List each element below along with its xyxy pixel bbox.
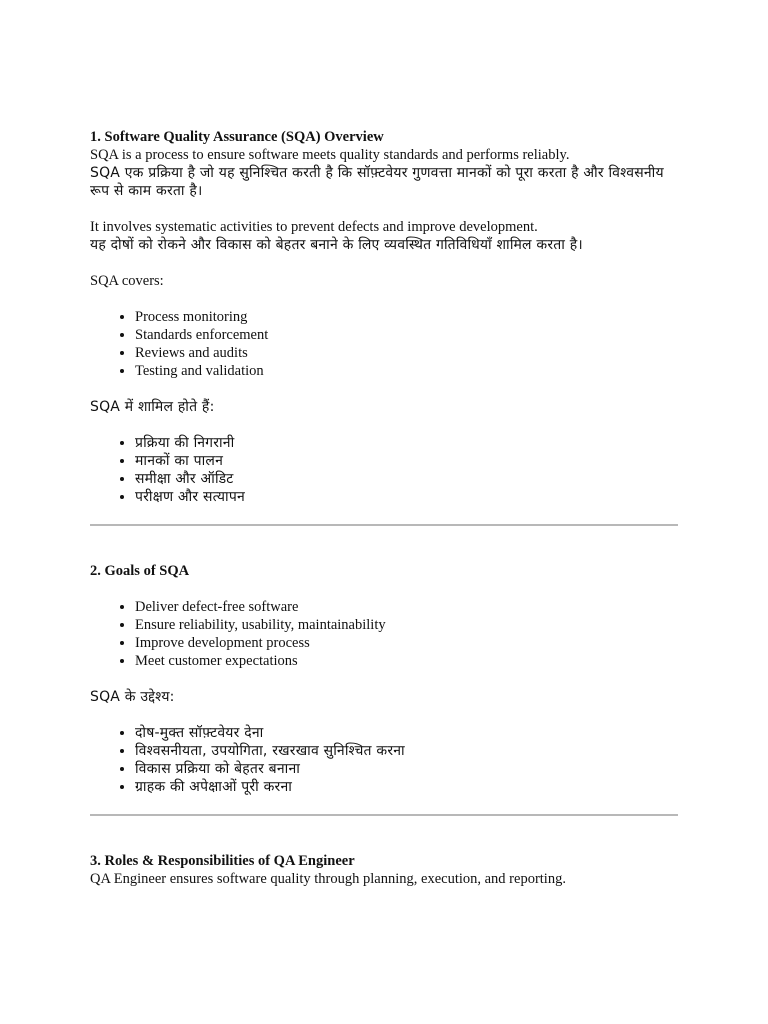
spacer xyxy=(90,580,680,598)
list-item: • दोष-मुक्त सॉफ़्टवेयर देना xyxy=(135,724,680,742)
list-item: • Standards enforcement xyxy=(135,326,680,344)
goals-list xyxy=(90,598,680,670)
spacer xyxy=(90,200,680,218)
section-3-intro-english: QA Engineer ensures software quality through planning, execution, and reporting. xyxy=(90,871,566,887)
section-2-heading: 2. Goals of SQA xyxy=(90,563,190,579)
spacer xyxy=(90,416,680,434)
list-item: • ग्राहक की अपेक्षाओं पूरी करना xyxy=(135,778,680,796)
list-item: • Improve development process xyxy=(135,634,680,652)
list-item: • Testing and validation xyxy=(135,362,680,380)
section-1-para2-hindi: यह दोषों को रोकने और विकास को बेहतर बनाने के लिए व्यवस्थित गतिविधियाँ शामिल करता है। xyxy=(90,237,583,253)
list-item: • विश्वसनीयता, उपयोगिता, रखरखाव सुनिश्चित करना xyxy=(135,742,680,760)
spacer xyxy=(90,254,680,272)
spacer xyxy=(90,290,680,308)
spacer xyxy=(90,526,680,544)
section-1-para2-english: It involves systematic activities to prevent defects and improve development. xyxy=(90,219,538,235)
spacer xyxy=(90,544,680,562)
sqa-covers-list xyxy=(90,308,680,380)
list-item: • Deliver defect-free software xyxy=(135,598,680,616)
goals-list-hindi xyxy=(90,724,680,796)
list-item: • प्रक्रिया की निगरानी xyxy=(135,434,680,452)
list-item: • समीक्षा और ऑडिट xyxy=(135,470,680,488)
spacer xyxy=(90,380,680,398)
list-item: • Process monitoring xyxy=(135,308,680,326)
list-item: • विकास प्रक्रिया को बेहतर बनाना xyxy=(135,760,680,778)
spacer xyxy=(90,670,680,688)
list-item: • परीक्षण और सत्यापन xyxy=(135,488,680,506)
sqa-covers-label-hindi: SQA में शामिल होते हैं: xyxy=(90,399,215,415)
section-1-intro-hindi: SQA एक प्रक्रिया है जो यह सुनिश्चित करती है कि सॉफ़्टवेयर गुणवत्ता मानकों को पूरा करता है और विश्वसनीय रूप से काम करता है। xyxy=(90,165,664,199)
sqa-covers-label: SQA covers: xyxy=(90,273,164,289)
spacer xyxy=(90,816,680,834)
list-item: • Meet customer expectations xyxy=(135,652,680,670)
section-1-heading: 1. Software Quality Assurance (SQA) Overview xyxy=(90,129,384,145)
sqa-covers-list-hindi xyxy=(90,434,680,506)
document-page xyxy=(90,128,680,888)
list-item: • Ensure reliability, usability, maintainability xyxy=(135,616,680,634)
list-item: • मानकों का पालन xyxy=(135,452,680,470)
goals-label-hindi: SQA के उद्देश्य: xyxy=(90,689,175,705)
list-item: • Reviews and audits xyxy=(135,344,680,362)
spacer xyxy=(90,834,680,852)
section-3-heading: 3. Roles & Responsibilities of QA Engineer xyxy=(90,853,355,869)
section-1-intro-english: SQA is a process to ensure software meets quality standards and performs reliably. xyxy=(90,147,570,163)
spacer xyxy=(90,706,680,724)
